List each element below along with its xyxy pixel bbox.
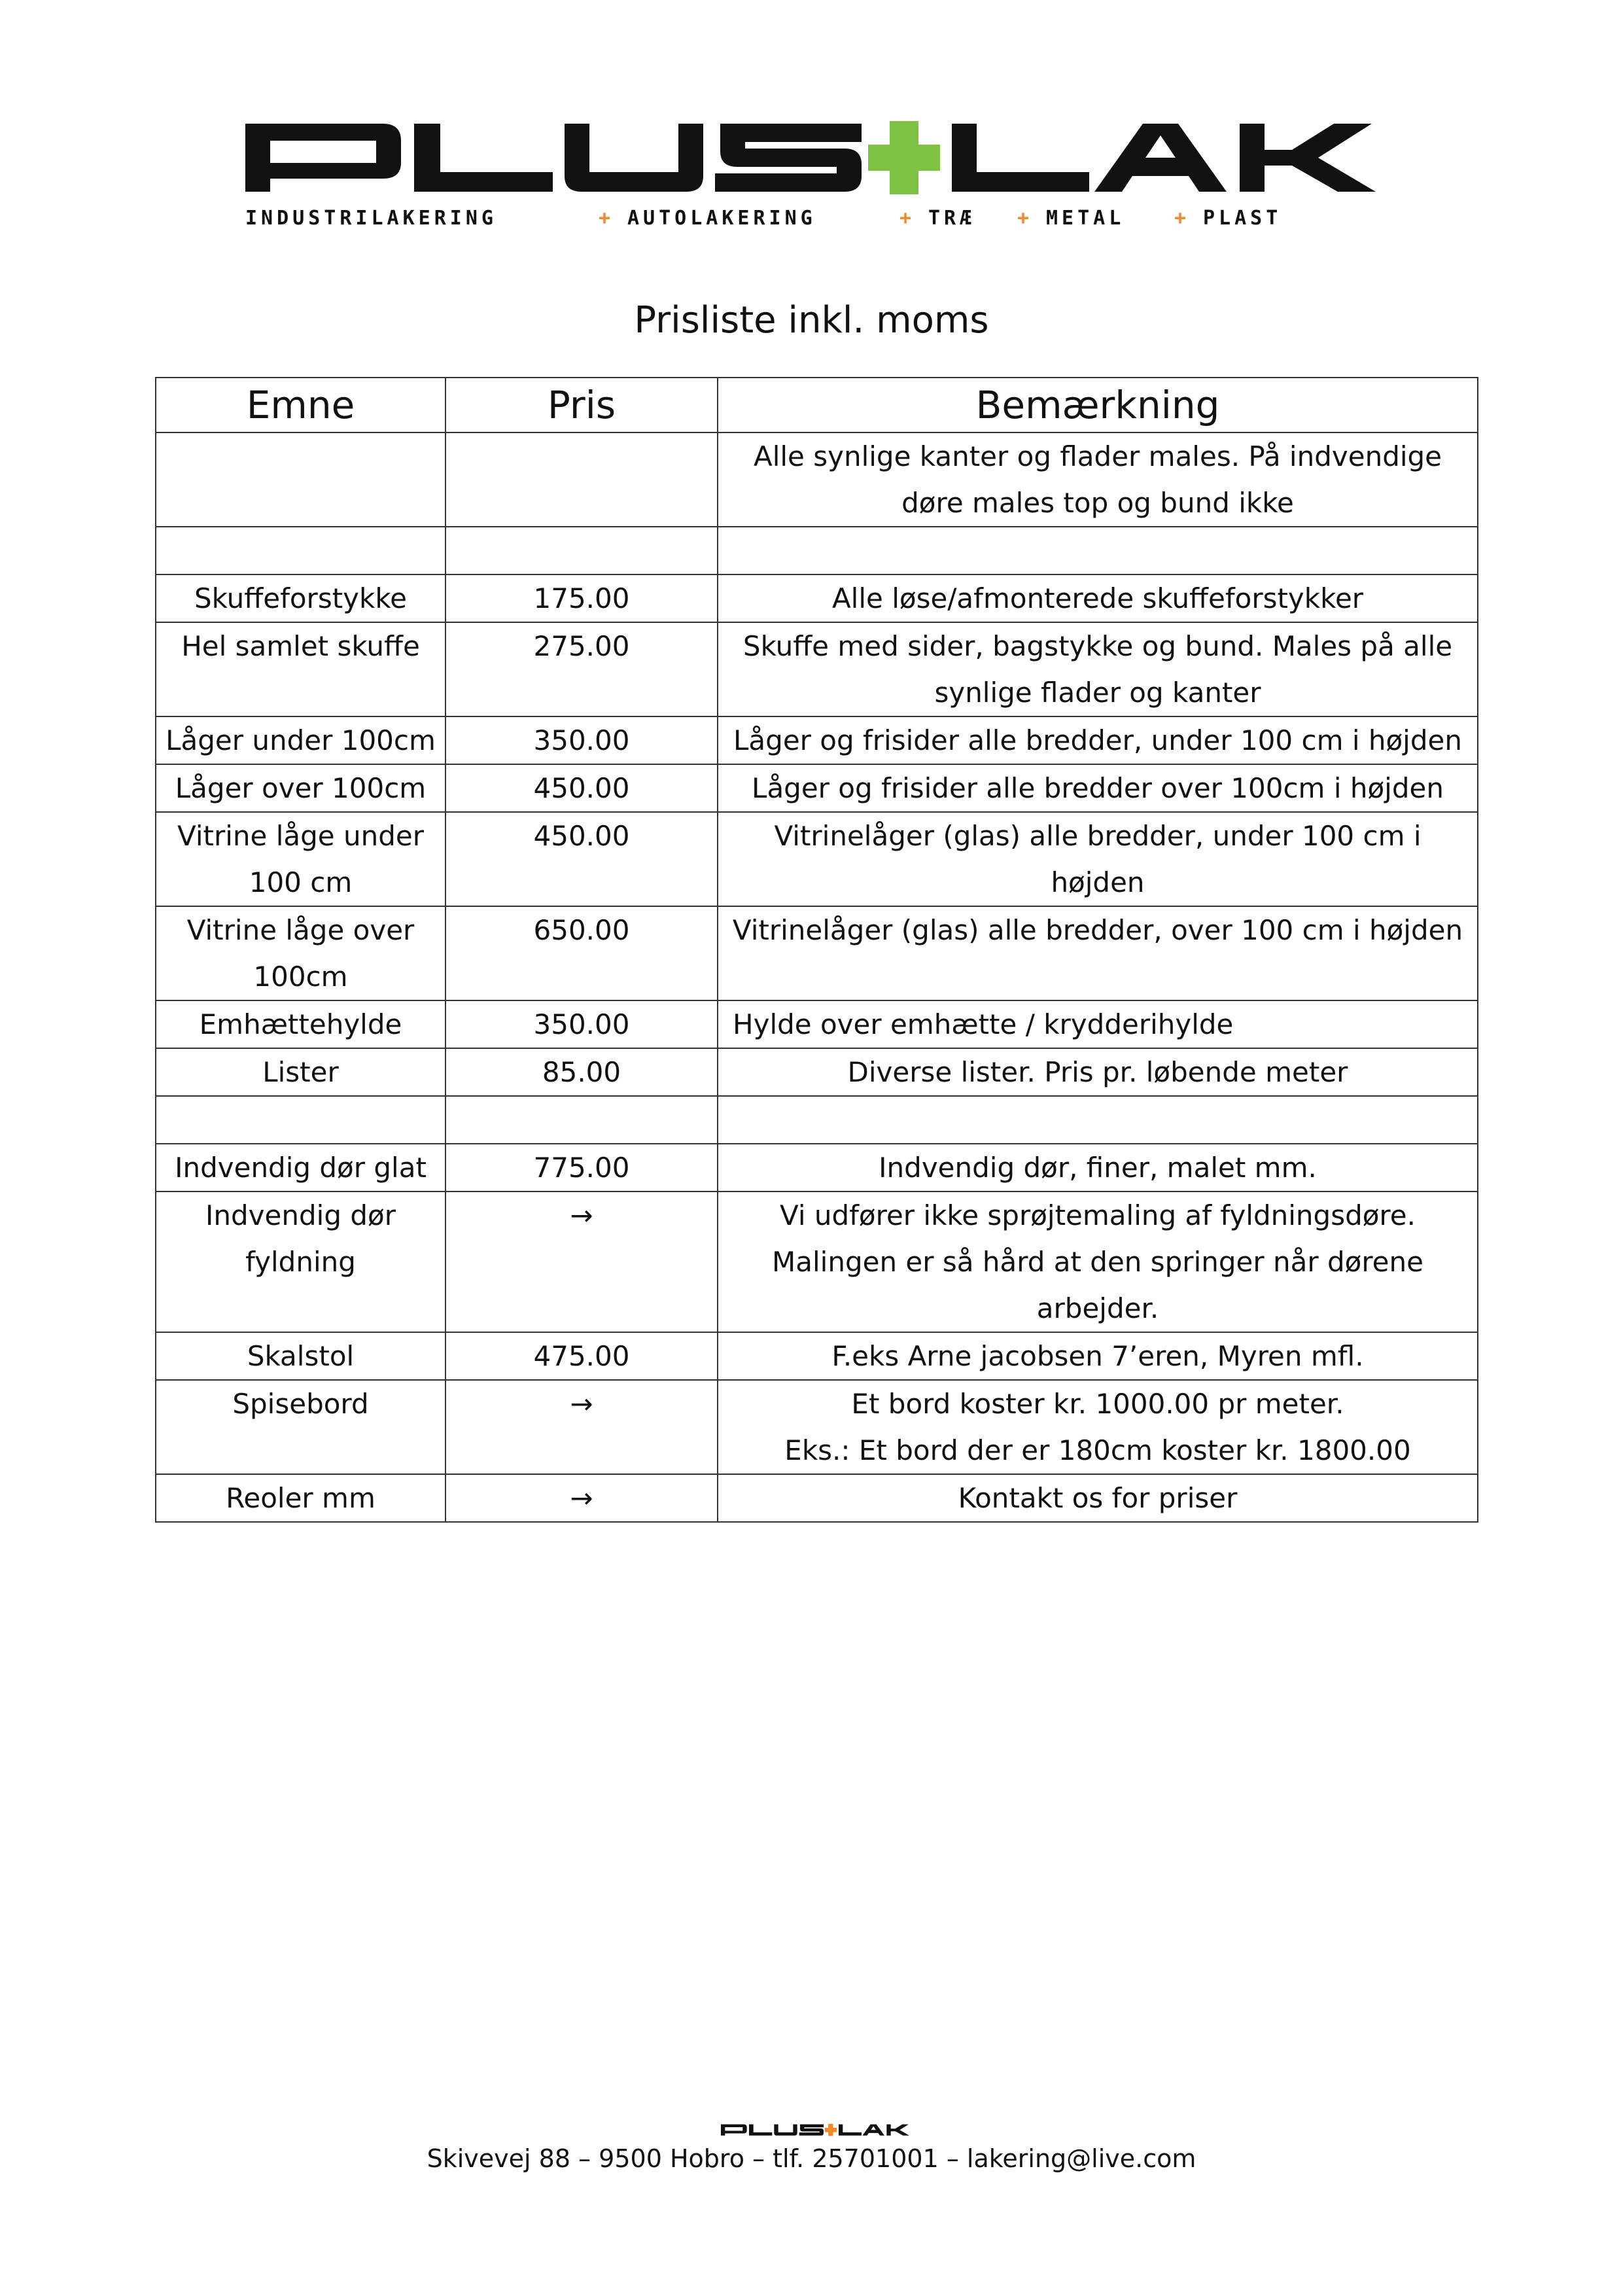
table-header-row (156, 378, 1478, 433)
table-row (156, 1474, 1478, 1522)
cell-emne: Spisebord (156, 1380, 445, 1474)
cell-pris: 450.00 (445, 812, 718, 906)
cell-bemaerkning: Alle synlige kanter og flader males. På indvendige døre males top og bund ikke (718, 433, 1478, 527)
svg-text:TRÆ: TRÆ (928, 207, 976, 230)
cell-emne: Emhættehylde (156, 1000, 445, 1048)
price-table (155, 377, 1478, 1523)
cell-pris (445, 527, 718, 574)
cell-bemaerkning: Låger og frisider alle bredder over 100cm i højden (718, 764, 1478, 812)
cell-bemaerkning: F.eks Arne jacobsen 7’eren, Myren mfl. (718, 1332, 1478, 1380)
table-row (156, 906, 1478, 1000)
table-row (156, 574, 1478, 622)
logo-plus-sign (868, 121, 940, 194)
cell-pris: 475.00 (445, 1332, 718, 1380)
cell-emne: Reoler mm (156, 1474, 445, 1522)
logo-wordmark (245, 124, 1376, 192)
header-pris: Pris (445, 378, 718, 433)
cell-pris: 650.00 (445, 906, 718, 1000)
svg-text:+: + (599, 207, 615, 230)
table-row (156, 433, 1478, 527)
cell-pris: 275.00 (445, 622, 718, 716)
company-logo (245, 121, 1384, 232)
cell-pris (445, 433, 718, 527)
svg-text:+: + (1174, 207, 1191, 230)
cell-emne: Vitrine låge under 100 cm (156, 812, 445, 906)
cell-bemaerkning: Kontakt os for priser (718, 1474, 1478, 1522)
cell-emne: Lister (156, 1048, 445, 1096)
cell-pris: 450.00 (445, 764, 718, 812)
table-row (156, 764, 1478, 812)
svg-text:+: + (1017, 207, 1034, 230)
header-bemaerkning: Bemærkning (718, 378, 1478, 433)
cell-emne: Skalstol (156, 1332, 445, 1380)
cell-bemaerkning: Diverse lister. Pris pr. løbende meter (718, 1048, 1478, 1096)
cell-bemaerkning (718, 1380, 1478, 1474)
document-title: Prisliste inkl. moms (634, 299, 989, 342)
cell-bemaerkning: Låger og frisider alle bredder, under 100 cm i højden (718, 716, 1478, 764)
cell-bemaerkning: Vi udfører ikke sprøjtemaling af fyldningsdøre. Malingen er så hård at den springer når dørene arbejder. (718, 1192, 1478, 1332)
cell-emne: Låger under 100cm (156, 716, 445, 764)
table-row (156, 622, 1478, 716)
cell-pris: → (445, 1380, 718, 1474)
cell-emne: Indvendig dør fyldning (156, 1192, 445, 1332)
table-row (156, 1048, 1478, 1096)
cell-bemaerkning: Alle løse/afmonterede skuffeforstykker (718, 574, 1478, 622)
cell-bemaerkning: Skuffe med sider, bagstykke og bund. Males på alle synlige flader og kanter (718, 622, 1478, 716)
cell-pris: 775.00 (445, 1144, 718, 1192)
cell-emne (156, 1096, 445, 1144)
table-row (156, 716, 1478, 764)
table-row (156, 1192, 1478, 1332)
cell-bemaerkning: Vitrinelåger (glas) alle bredder, under 100 cm i højden (718, 812, 1478, 906)
svg-text:INDUSTRILAKERING: INDUSTRILAKERING (245, 207, 497, 230)
cell-emne: Vitrine låge over 100cm (156, 906, 445, 1000)
cell-emne (156, 433, 445, 527)
footer-logo (721, 2124, 911, 2142)
table-row (156, 1332, 1478, 1380)
table-row (156, 1096, 1478, 1144)
cell-emne: Skuffeforstykke (156, 574, 445, 622)
bemaerkning-line-1: Et bord koster kr. 1000.00 pr meter. (851, 1388, 1344, 1420)
cell-emne: Indvendig dør glat (156, 1144, 445, 1192)
table-row (156, 1144, 1478, 1192)
footer-address: Skivevej 88 – 9500 Hobro – tlf. 25701001 – lakering@live.com (427, 2144, 1196, 2173)
bemaerkning-line-2: Eks.: Et bord der er 180cm koster kr. 1800.00 (784, 1434, 1411, 1466)
cell-emne (156, 527, 445, 574)
svg-text:AUTOLAKERING: AUTOLAKERING (627, 207, 816, 230)
svg-text:+: + (899, 207, 916, 230)
svg-text:PLAST: PLAST (1203, 207, 1282, 230)
cell-emne: Hel samlet skuffe (156, 622, 445, 716)
cell-pris: → (445, 1192, 718, 1332)
logo-tagline (245, 207, 1282, 230)
header-emne: Emne (156, 378, 445, 433)
cell-bemaerkning (718, 1096, 1478, 1144)
cell-pris: 350.00 (445, 716, 718, 764)
table-row (156, 1380, 1478, 1474)
table-row (156, 812, 1478, 906)
svg-text:METAL: METAL (1046, 207, 1125, 230)
cell-bemaerkning: Hylde over emhætte / krydderihylde (718, 1000, 1478, 1048)
cell-bemaerkning: Indvendig dør, finer, malet mm. (718, 1144, 1478, 1192)
table-row (156, 1000, 1478, 1048)
cell-pris (445, 1096, 718, 1144)
cell-pris: 350.00 (445, 1000, 718, 1048)
cell-pris: 85.00 (445, 1048, 718, 1096)
cell-bemaerkning: Vitrinelåger (glas) alle bredder, over 100 cm i højden (718, 906, 1478, 1000)
cell-pris: → (445, 1474, 718, 1522)
table-row (156, 527, 1478, 574)
cell-bemaerkning (718, 527, 1478, 574)
cell-emne: Låger over 100cm (156, 764, 445, 812)
cell-pris: 175.00 (445, 574, 718, 622)
